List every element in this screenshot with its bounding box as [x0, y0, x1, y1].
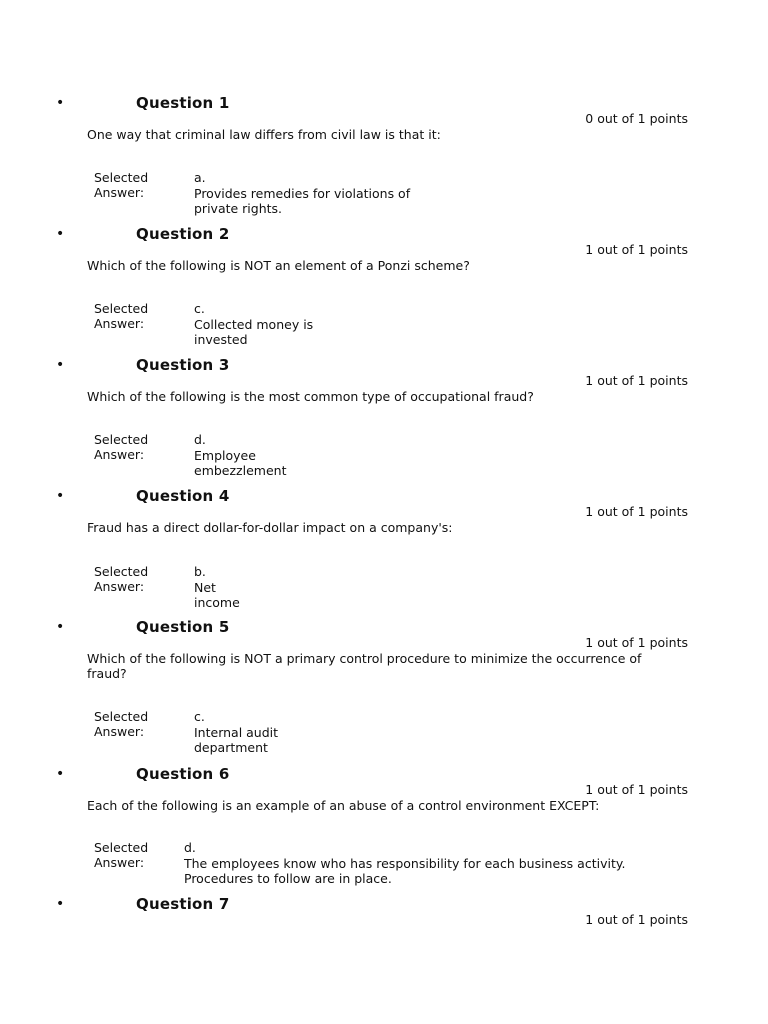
- answer-letter: c.: [194, 301, 205, 316]
- question-points: 1 out of 1 points: [585, 782, 688, 797]
- selected-answer: [194, 709, 294, 756]
- selected-answer: [194, 564, 246, 611]
- question-title: Question 5: [136, 618, 230, 636]
- bullet-icon: •: [56, 488, 65, 504]
- answer-text: The employees know who has responsibility for each business activity. Procedures to follow are in place.: [184, 855, 626, 886]
- question-title: Question 7: [136, 895, 230, 913]
- answer-text: Net income: [194, 579, 240, 610]
- question-text: Each of the following is an example of an abuse of a control environment EXCEPT:: [87, 798, 600, 813]
- question-title: Question 2: [136, 225, 230, 243]
- question-points: 1 out of 1 points: [585, 242, 688, 257]
- question-title: Question 3: [136, 356, 230, 374]
- question-text: Which of the following is NOT a primary control procedure to minimize the occurrence of fraud?: [87, 651, 642, 681]
- selected-answer-label: Selected Answer:: [94, 709, 149, 739]
- bullet-icon: •: [56, 226, 65, 242]
- question-points: 1 out of 1 points: [585, 504, 688, 519]
- bullet-icon: •: [56, 619, 65, 635]
- answer-text: Collected money is invested: [194, 316, 314, 347]
- answer-text: Employee embezzlement: [194, 447, 287, 478]
- selected-answer: [184, 840, 644, 887]
- bullet-icon: •: [56, 896, 65, 912]
- question-points: 0 out of 1 points: [585, 111, 688, 126]
- answer-letter: a.: [194, 170, 206, 185]
- answer-letter: d.: [184, 840, 196, 855]
- question-points: 1 out of 1 points: [585, 912, 688, 927]
- answer-text: Provides remedies for violations of private rights.: [194, 185, 411, 216]
- question-points: 1 out of 1 points: [585, 635, 688, 650]
- bullet-icon: •: [56, 95, 65, 111]
- selected-answer-label: Selected Answer:: [94, 564, 149, 594]
- question-points: 1 out of 1 points: [585, 373, 688, 388]
- answer-letter: c.: [194, 709, 205, 724]
- selected-answer-label: Selected Answer:: [94, 301, 149, 331]
- question-text: Which of the following is the most common type of occupational fraud?: [87, 389, 534, 404]
- bullet-icon: •: [56, 357, 65, 373]
- question-text: One way that criminal law differs from civil law is that it:: [87, 127, 441, 142]
- selected-answer: [194, 170, 424, 217]
- selected-answer-label: Selected Answer:: [94, 170, 149, 200]
- question-text: Which of the following is NOT an element of a Ponzi scheme?: [87, 258, 470, 273]
- question-text: Fraud has a direct dollar-for-dollar impact on a company's:: [87, 520, 453, 535]
- question-title: Question 4: [136, 487, 230, 505]
- selected-answer-label: Selected Answer:: [94, 432, 149, 462]
- answer-text: Internal audit department: [194, 724, 279, 755]
- selected-answer: [194, 301, 324, 348]
- answer-letter: b.: [194, 564, 206, 579]
- selected-answer-label: Selected Answer:: [94, 840, 149, 870]
- question-title: Question 1: [136, 94, 230, 112]
- question-title: Question 6: [136, 765, 230, 783]
- answer-letter: d.: [194, 432, 206, 447]
- bullet-icon: •: [56, 766, 65, 782]
- selected-answer: [194, 432, 294, 479]
